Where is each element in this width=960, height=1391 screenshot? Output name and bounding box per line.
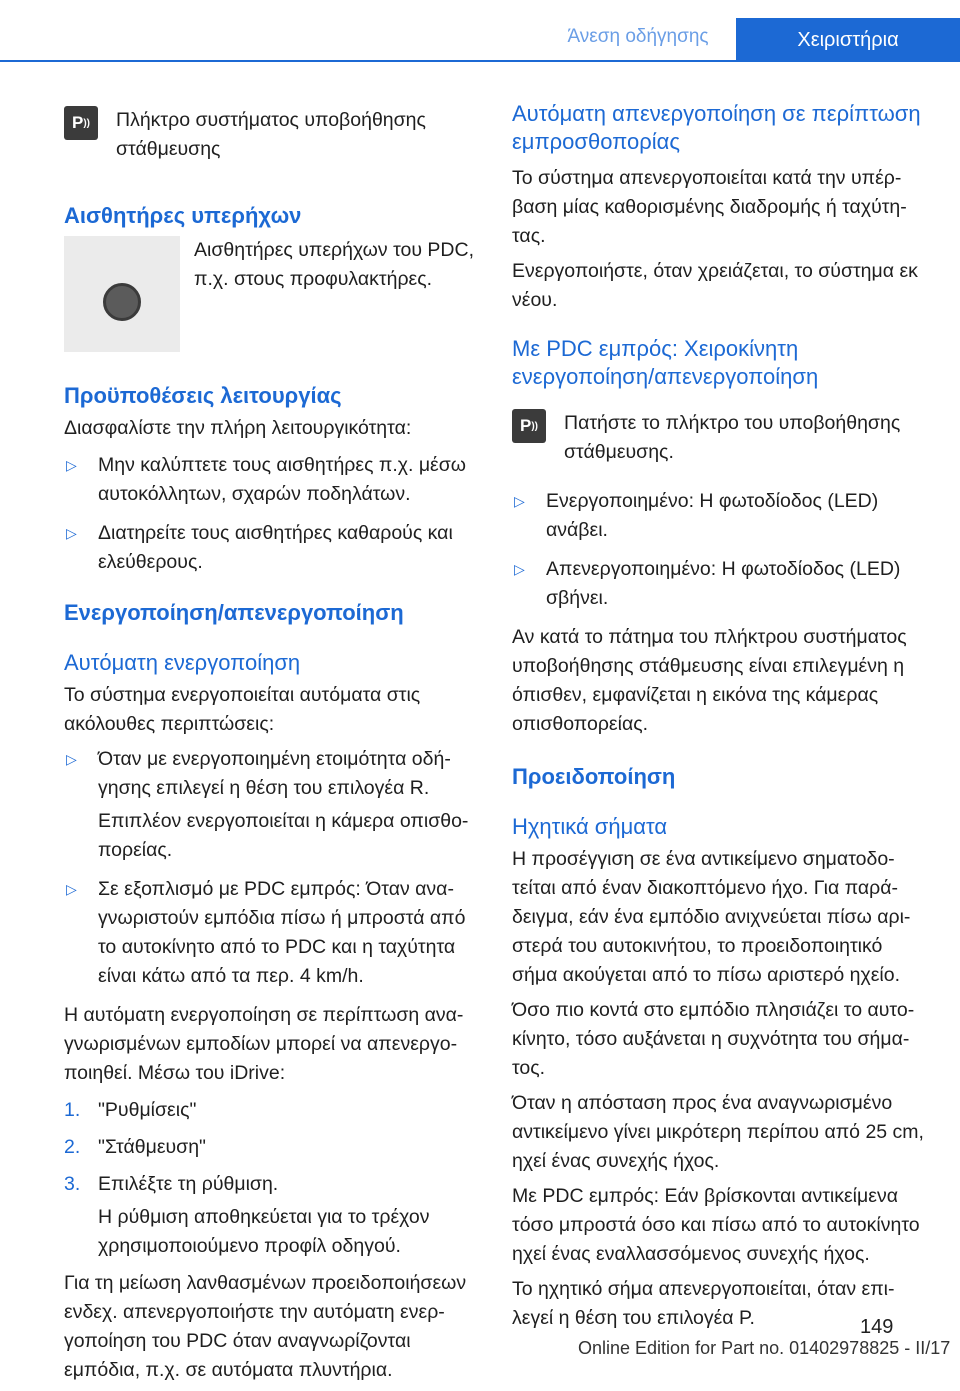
- step-number: 3.: [64, 1173, 81, 1195]
- list-item-text: Απενεργοποιημένο: Η φωτοδίοδος (LED) σβήνει.: [546, 558, 901, 609]
- sensors-row: [64, 236, 478, 352]
- auto-deactivation-p2: Ενεργοποιήστε, όταν χρειάζεται, το σύστημα εκ νέου.: [512, 260, 918, 311]
- park-assist-key-label: Πλήκτρο συστήματος υποβοήθησης στάθμευσης: [116, 109, 426, 160]
- triangle-bullet-icon: ▷: [66, 881, 77, 897]
- auto-deactivation-heading: Αυτόματη απενεργοποίηση σε περίπτωση εμπροσθοπορίας: [512, 101, 921, 154]
- step-subtext: Η ρύθμιση αποθηκεύεται για το τρέχον χρησιμοποιούμενο προφίλ οδηγού.: [98, 1206, 430, 1257]
- step-text: "Ρυθμίσεις": [98, 1099, 197, 1121]
- prerequisites-intro: Διασφαλίστε την πλήρη λειτουργικότητα:: [64, 417, 412, 439]
- list-item: [64, 519, 478, 577]
- footer-edition: Online Edition for Part no. 01402978825 - II/17: [578, 1338, 951, 1358]
- step-item: [64, 1133, 478, 1162]
- list-item-text: Μην καλύπτετε τους αισθητήρες π.χ. μέσω αυτοκόλλητων, σχαρών ποδηλάτων.: [98, 454, 467, 505]
- step-text: Επιλέξτε τη ρύθμιση.: [98, 1173, 279, 1195]
- right-column: [512, 100, 930, 1339]
- sensors-heading: Αισθητήρες υπερήχων: [64, 203, 302, 228]
- list-item: [64, 875, 478, 991]
- list-item-text: Ενεργοποιημένο: Η φωτοδίοδος (LED) ανάβει.: [546, 490, 879, 541]
- step-number: 2.: [64, 1136, 81, 1158]
- left-column: [64, 100, 478, 1391]
- acoustic-p1: Η προσέγγιση σε ένα αντικείμενο σηματοδο-τείται από έναν διακοπτόμενο ήχο. Για παρά-δειγμα, εάν ένα εμπόδιο ανιχνεύεται πίσω αρι-στερά του αυτοκινήτου, το προειδοποιητικό σήμα ακούγεται από το πίσω αριστερό ηχείο.: [512, 848, 911, 986]
- page-number: 149: [860, 1316, 894, 1338]
- list-item: [64, 745, 478, 865]
- manual-key-row: [512, 409, 930, 467]
- header-chapter-label: Χειριστήρια: [797, 28, 899, 51]
- header-rule: [0, 60, 960, 62]
- step-item: [64, 1170, 478, 1261]
- triangle-bullet-icon: ▷: [66, 525, 77, 541]
- activation-heading: Ενεργοποίηση/απενεργοποίηση: [64, 600, 404, 625]
- ultrasonic-sensor-image: [64, 236, 180, 352]
- list-item-text: Όταν με ενεργοποιημένη ετοιμότητα οδή-γησης επιλεγεί η θέση του επιλογέα R.: [98, 748, 451, 799]
- prerequisites-list: [64, 451, 478, 577]
- manual-paragraph: Αν κατά το πάτημα του πλήκτρου συστήματος υποβοήθησης στάθμευσης είναι επιλεγμένη η όπισθεν, εμφανίζεται η εικόνα της κάμερας οπισθοπορείας.: [512, 626, 907, 735]
- list-item: [64, 451, 478, 509]
- acoustic-signals-heading: Ηχητικά σήματα: [512, 814, 668, 839]
- list-item-text: Σε εξοπλισμό με PDC εμπρός: Όταν ανα-γνωριστούν εμπόδια πίσω ή μπροστά από το αυτοκίνητο από το PDC και η ταχύτητα είναι κάτω από τα περ. 4 km/h.: [98, 878, 466, 987]
- acoustic-p5: Το ηχητικό σήμα απενεργοποιείται, όταν επι-λεγεί η θέση του επιλογέα P.: [512, 1278, 895, 1329]
- header-chapter-tab: [736, 18, 960, 62]
- warning-heading: Προειδοποίηση: [512, 764, 676, 789]
- list-item-subtext: Επιπλέον ενεργοποιείται η κάμερα οπισθο-πορείας.: [98, 810, 469, 861]
- step-text: "Στάθμευση": [98, 1136, 206, 1158]
- prerequisites-heading: Προϋποθέσεις λειτουργίας: [64, 383, 342, 408]
- acoustic-p3: Όταν η απόσταση προς ένα αναγνωρισμένο αντικείμενο γίνει μικρότερη περίπου από 25 cm, ηχεί ένας συνεχής ήχος.: [512, 1092, 924, 1172]
- step-item: [64, 1096, 478, 1125]
- list-item: [512, 555, 930, 613]
- triangle-bullet-icon: ▷: [514, 561, 525, 577]
- auto-activation-list: [64, 745, 478, 991]
- auto-activation-heading: Αυτόματη ενεργοποίηση: [64, 650, 301, 675]
- acoustic-p2: Όσο πιο κοντά στο εμπόδιο πλησιάζει το αυτο-κίνητο, τόσο αυξάνεται η συχνότητα του σήμα-τος.: [512, 999, 915, 1079]
- triangle-bullet-icon: ▷: [66, 457, 77, 473]
- sensors-description: Αισθητήρες υπερήχων του PDC, π.χ. στους προφυλακτήρες.: [194, 239, 475, 290]
- list-item-text: Διατηρείτε τους αισθητήρες καθαρούς και ελεύθερους.: [98, 522, 453, 573]
- list-item: [512, 487, 930, 545]
- step-number: 1.: [64, 1099, 81, 1121]
- false-warnings-paragraph: Για τη μείωση λανθασμένων προειδοποιήσεων ενδεχ. απενεργοποιήστε την αυτόματη ενερ-γοποίηση του PDC όταν αναγνωρίζονται εμπόδια, π.χ. σε αυτόματα πλυντήρια.: [64, 1272, 467, 1381]
- sensor-icon: [103, 283, 141, 321]
- manual-key-label: Πατήστε το πλήκτρο του υποβοήθησης στάθμευσης.: [564, 412, 901, 463]
- park-assist-key-row: [64, 106, 478, 164]
- park-assist-button-icon: P )): [64, 106, 98, 140]
- auto-deactivation-p1: Το σύστημα απενεργοποιείται κατά την υπέρ-βαση μίας καθορισμένης διαδρομής ή ταχύτη-τας.: [512, 167, 907, 247]
- triangle-bullet-icon: ▷: [66, 751, 77, 767]
- manual-led-list: [512, 487, 930, 613]
- auto-activation-intro: Το σύστημα ενεργοποιείται αυτόματα στις ακόλουθες περιπτώσεις:: [64, 684, 421, 735]
- header-section-tab: Άνεση οδήγησης: [567, 26, 709, 47]
- acoustic-p4: Με PDC εμπρός: Εάν βρίσκονται αντικείμενα τόσο μπροστά όσο και πίσω από το αυτοκίνητο ηχεί ένας εναλλασσόμενος συνεχής ήχος.: [512, 1185, 920, 1265]
- triangle-bullet-icon: ▷: [514, 493, 525, 509]
- auto-activation-paragraph: Η αυτόματη ενεργοποίηση σε περίπτωση ανα-γνωρισμένων εμποδίων μπορεί να απενεργο-ποιηθεί. Μέσω του iDrive:: [64, 1004, 464, 1084]
- manual-activation-heading: Με PDC εμπρός: Χειροκίνητη ενεργοποίηση/απενεργοποίηση: [512, 336, 819, 389]
- idrive-steps: [64, 1096, 478, 1261]
- park-assist-button-icon: P )): [512, 409, 546, 443]
